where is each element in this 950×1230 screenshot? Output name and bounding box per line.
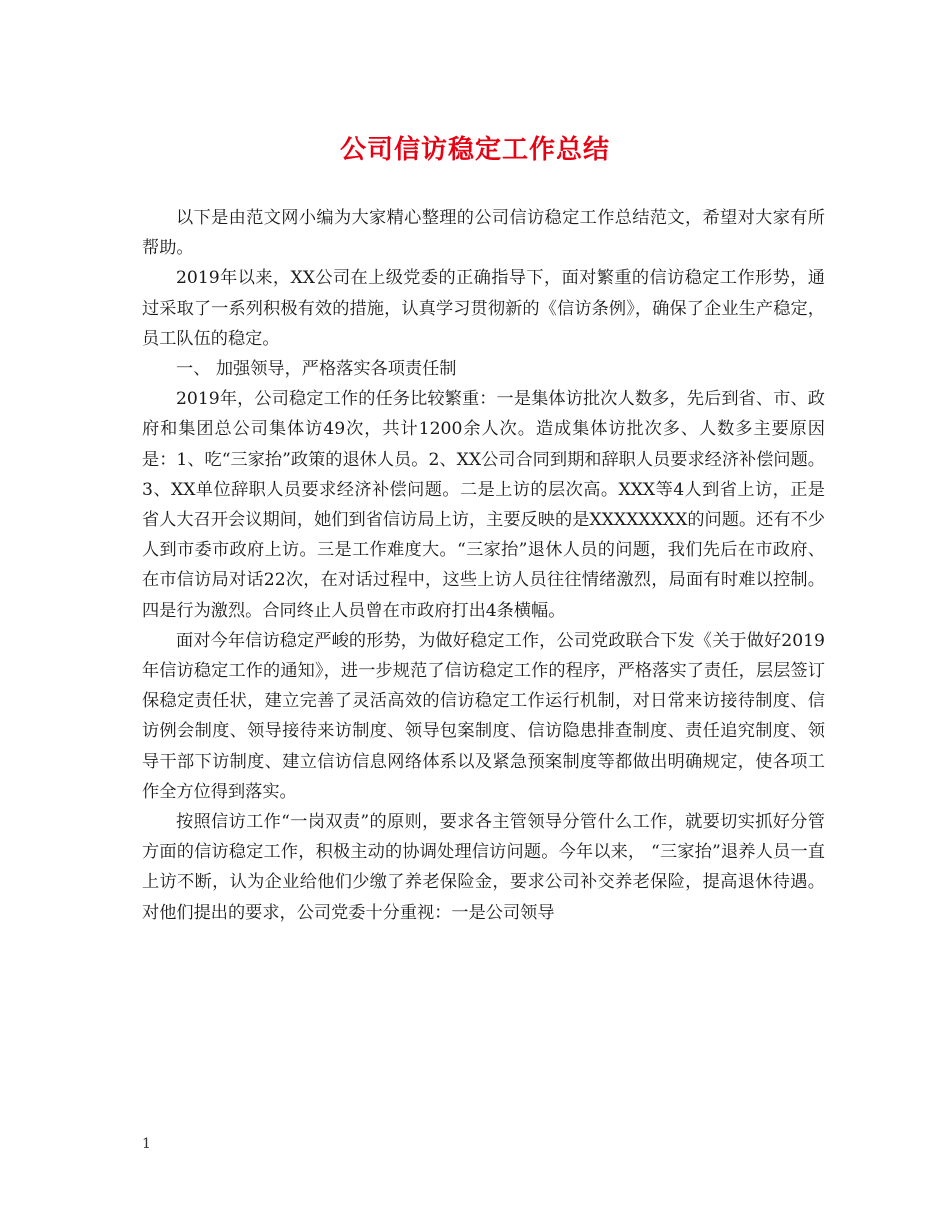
paragraph-intro: 以下是由范文网小编为大家精心整理的公司信访稳定工作总结范文，希望对大家有所帮助。 [142, 208, 825, 259]
page-number: 1 [142, 1136, 151, 1152]
paragraph-overview: 2019年以来，XX公司在上级党委的正确指导下，面对繁重的信访稳定工作形势，通过采取了一系列积极有效的措施，认真学习贯彻新的《信访条例》，确保了企业生产稳定，员工队伍的稳定。 [142, 268, 825, 349]
document-body [142, 203, 825, 928]
paragraph-measures: 面对今年信访稳定严峻的形势，为做好稳定工作，公司党政联合下发《关于做好2019年信访稳定工作的通知》，进一步规范了信访稳定工作的程序，严格落实了责任，层层签订保稳定责任状，建立完善了灵活高效的信访稳定工作运行机制，对日常来访接待制度、信访例会制度、领导接待来访制度、领导包案制度、信访隐患排查制度、责任追究制度、领导干部下访制度、建立信访信息网络体系以及紧急预案制度等都做出明确规定，使各项工作全方位得到落实。 [142, 630, 825, 802]
paragraph-2019-tasks: 2019年，公司稳定工作的任务比较繁重：一是集体访批次人数多，先后到省、市、政府和集团总公司集体访49次，共计1200余人次。造成集体访批次多、人数多主要原因是：1、吃“三家抬”政策的退休人员。2、XX公司合同到期和辞职人员要求经济补偿问题。3、XX单位辞职人员要求经济补偿问题。二是上访的层次高。XXX等4人到省上访，正是省人大召开会议期间，她们到省信访局上访，主要反映的是XXXXXXXX的问题。还有不少人到市委市政府上访。三是工作难度大。“三家抬”退休人员的问题，我们先后在市政府、在市信访局对话22次，在对话过程中，这些上访人员往往情绪激烈，局面有时难以控制。四是行为激烈。合同终止人员曾在市政府打出4条横幅。 [142, 389, 825, 621]
document-title: 公司信访稳定工作总结 [339, 135, 610, 165]
paragraph-responsibility: 按照信访工作“一岗双责”的原则，要求各主管领导分管什么工作，就要切实抓好分管方面的信访稳定工作，积极主动的协调处理信访问题。今年以来， “三家抬”退养人员一直上访不断，认为企业给他们少缴了养老保险金，要求公司补交养老保险，提高退休待遇。对他们提出的要求，公司党委十分重视：一是公司领导 [142, 812, 825, 923]
section-heading-1: 一、 加强领导，严格落实各项责任制 [176, 359, 457, 380]
